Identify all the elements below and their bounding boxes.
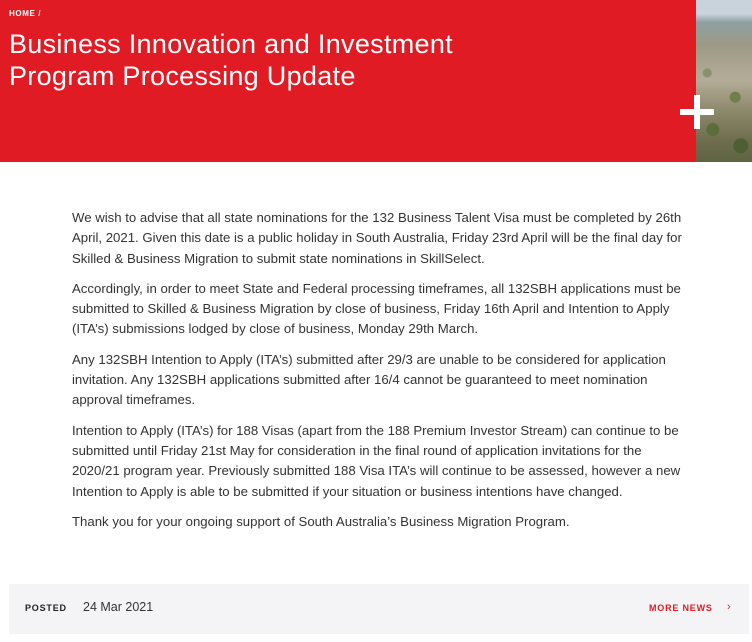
article-paragraph: Intention to Apply (ITA’s) for 188 Visas (apart from the 188 Premium Investor Stream) can continue to be submitted until Friday 21st May for consideration in the final round of application invitations for the 2020/21 program year. Previously submitted 188 Visa ITA’s will continue to be assessed, however a new Intention to Apply is able to be submitted if your situation or business intentions have changed. (72, 422, 681, 499)
page-header-banner (0, 0, 696, 162)
header-landscape-image (696, 0, 752, 162)
post-meta-bar (9, 584, 749, 634)
chevron-right-icon[interactable]: › (727, 601, 731, 613)
article-paragraph: Accordingly, in order to meet State and Federal processing timeframes, all 132SBH applications must be submitted to Skilled & Business Migration by close of business, Friday 16th April and Intention to Apply (ITA’s) submissions lodged by close of business, Monday 29th March. (72, 280, 681, 337)
page-title: Business Innovation and Investment Program Processing Update (9, 29, 453, 91)
breadcrumb-home-link[interactable]: HOME / (9, 9, 42, 18)
article-paragraph: Thank you for your ongoing support of South Australia’s Business Migration Program. (72, 513, 570, 529)
more-news-link[interactable]: MORE NEWS (649, 603, 713, 613)
plus-icon (680, 95, 714, 129)
posted-label: POSTED (25, 603, 67, 613)
article-paragraph: We wish to advise that all state nominations for the 132 Business Talent Visa must be completed by 26th April, 2021. Given this date is a public holiday in South Australia, Friday 23rd April will be the final day for Skilled & Business Migration to submit state nominations in SkillSelect. (72, 210, 682, 266)
article-body (72, 208, 684, 542)
article-paragraph: Any 132SBH Intention to Apply (ITA’s) submitted after 29/3 are unable to be considered for application invitation. Any 132SBH applications submitted after 16/4 cannot be guaranteed to meet nomination approval timeframes. (72, 351, 666, 408)
posted-date: 24 Mar 2021 (83, 600, 154, 614)
